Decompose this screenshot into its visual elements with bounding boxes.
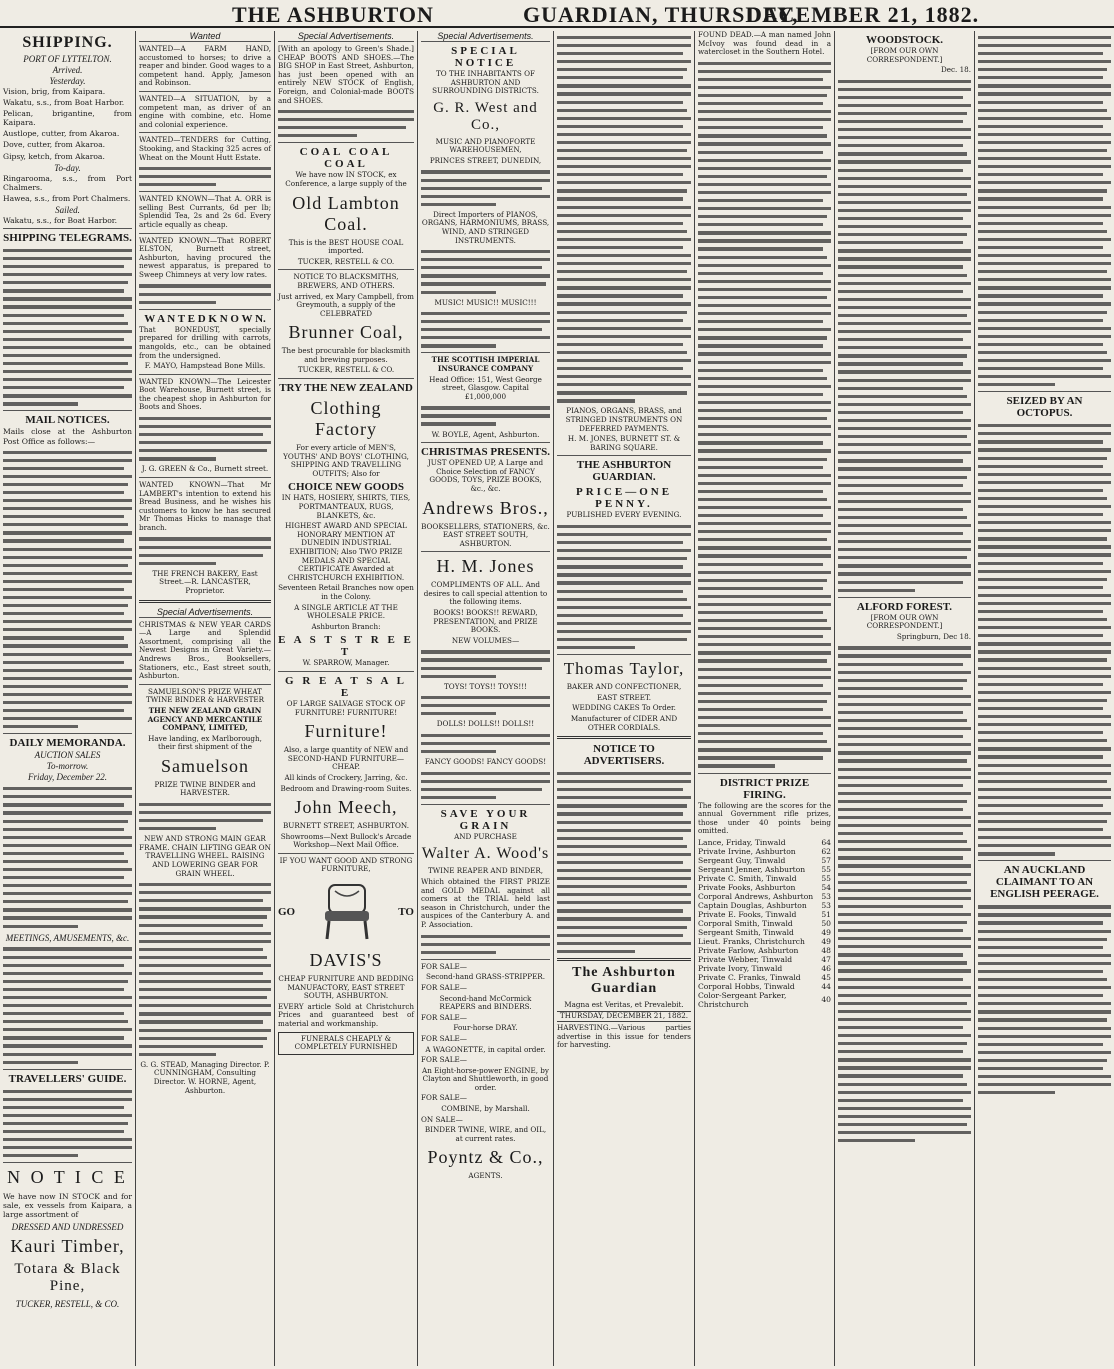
books-line: BOOKS! BOOKS!! REWARD, PRESENTATION, and PRIZE BOOKS.: [433, 608, 538, 635]
tucker-signature: TUCKER, RESTELL & CO.: [297, 256, 395, 266]
prize-firing-title: DISTRICT PRIZE FIRING.: [719, 776, 810, 801]
score-name: Private Ivory, Tinwald: [698, 963, 783, 973]
samuelson-text: [139, 883, 271, 1056]
jones-text: [421, 650, 550, 677]
wanted-ad-text: [139, 537, 271, 564]
claimant-title: AN AUCKLAND CLAIMANT TO AN ENGLISH PEERAGE.: [990, 864, 1099, 901]
score-value: 44: [821, 981, 831, 991]
score-name: Private Webber, Tinwald: [698, 954, 793, 964]
score-name: Private Irvine, Ashburton: [698, 846, 796, 856]
today-heading: To-day.: [54, 162, 81, 173]
baker-line: BAKER AND CONFECTIONER,: [566, 682, 682, 692]
meech-address: BURNETT STREET, ASHBURTON.: [282, 821, 410, 831]
clothing-factory: Clothing Factory: [310, 398, 382, 440]
on-sale-label: ON SALE—: [421, 1114, 463, 1124]
score-name: Lieut. Franks, Christchurch: [698, 936, 805, 946]
masthead-middle: GUARDIAN, THURSDAY,: [523, 2, 799, 27]
wanted-ad: WANTED KNOWN—That ROBERT ELSTON, Burnett street, Ashburton, having procured the newest apparatus, is prepared to Sweep Chimneys at very low rates.: [139, 235, 271, 279]
score-row: [698, 838, 831, 847]
for-sale-label: FOR SALE—: [421, 1055, 467, 1065]
memoranda-text: [3, 787, 132, 928]
notice-heading: N O T I C E: [7, 1167, 128, 1188]
meech-heading: John Meech,: [294, 797, 398, 818]
compliments: COMPLIMENTS OF ALL. And desires to call special attention to the following items.: [423, 580, 548, 607]
try-heading: TRY THE NEW ZEALAND: [279, 382, 413, 395]
score-row: [698, 919, 831, 928]
memoranda-title: DAILY MEMORANDA.: [9, 737, 126, 750]
shipping-entry: Gipsy, ketch, from Akaroa.: [3, 151, 105, 161]
binder-twine: BINDER TWINE, WIRE, and OIL, at current rates.: [424, 1125, 547, 1143]
clothing-text: For every article of MEN'S, YOUTHS' AND BOYS' CLOTHING, SHIPPING AND TRAVELLING OUTFITS; Also for: [283, 443, 409, 478]
score-name: Color-Sergeant Parker, Christchurch: [698, 990, 787, 1009]
score-row: [698, 964, 831, 973]
score-value: 64: [821, 837, 831, 847]
tucker-signature: TUCKER, RESTELL, & CO.: [15, 1298, 120, 1309]
score-name: Sergeant Jenner, Ashburton: [698, 864, 806, 874]
arrived-heading: Arrived.: [52, 65, 83, 75]
samuelson-text: [139, 803, 271, 830]
friday-heading: Friday, December 22.: [28, 772, 107, 783]
for-sale-label: FOR SALE—: [421, 1033, 467, 1043]
score-row: [698, 982, 831, 991]
mccormick: Second-hand McCormick REAPERS and BINDERS.: [439, 993, 532, 1012]
go-label: GO: [278, 906, 296, 919]
score-row: [698, 874, 831, 883]
wholesale-text: A SINGLE ARTICLE AT THE WHOLESALE PRICE.: [294, 602, 398, 621]
for-sale-label: FOR SALE—: [421, 961, 467, 971]
wood-text: [421, 935, 550, 954]
samuelson-features: NEW AND STRONG MAIN GEAR FRAME. CHAIN LIFTING GEAR ON TRAVELLING WHEEL. RAISING AND LOWERING GEAR FOR GRAIN WHEEL.: [139, 834, 271, 878]
score-name: Private Fooks, Ashburton: [698, 882, 796, 892]
special-ads-head: Special Advertisements.: [421, 31, 550, 42]
score-row: [698, 928, 831, 937]
choice-goods: CHOICE NEW GOODS: [288, 481, 404, 494]
wanted-ad: WANTED—TENDERS for Cutting, Stooking, and Stacking 325 acres of Wheat on the Mount Hutt Estate.: [139, 135, 271, 162]
score-value: 49: [821, 927, 831, 937]
west-text: [421, 170, 550, 206]
column-news: [695, 31, 835, 1366]
notice-text: [557, 772, 691, 953]
telegrams-text: [3, 249, 132, 406]
wanted-ad-text: [139, 417, 271, 461]
wanted-ad: WANTED KNOWN—The Leicester Boot Warehouse, Burnett street, is the cheapest shop in Ashburton for Boots and Shoes.: [139, 376, 271, 412]
found-dead: FOUND DEAD.—A man named John McIvoy was found dead in a watercloset in the Southern Hotel.: [698, 31, 831, 57]
score-row: [698, 937, 831, 946]
column-guardian: [554, 31, 695, 1366]
tucker-signature: TUCKER, RESTELL & CO.: [297, 365, 395, 375]
score-value: 53: [821, 900, 831, 910]
agency-signature: G. G. STEAD, Managing Director. P. CUNNINGHAM, Consulting Director. W. HORNE, Agent, Ashburton.: [140, 1059, 270, 1095]
toys-line: TOYS! TOYS!! TOYS!!!: [444, 681, 527, 691]
boots-ad: [With an apology to Green's Shade.] CHEAP BOOTS AND SHOES.—The BIG SHOP in East Street, Ashburton, has just been opened with an entirely NEW STOCK of English, Foreign, and Colonial-made BOOTS and SHOES.: [278, 44, 414, 105]
tomorrow-heading: To-morrow.: [46, 761, 89, 772]
shipping-entry: Wakatu, s.s., from Boat Harbor.: [3, 98, 125, 108]
woodstock-title: WOODSTOCK.: [865, 34, 944, 46]
news-text: [698, 62, 831, 768]
score-value: 50: [821, 918, 831, 928]
score-value: 55: [821, 864, 831, 874]
twine-heading: TWINE REAPER AND BINDER,: [427, 866, 544, 876]
woodstock-date: Dec. 18.: [940, 65, 971, 75]
scottish-text: [421, 406, 550, 425]
correspondent-note: [FROM OUR OWN CORRESPONDENT.]: [866, 46, 943, 64]
alford-title: ALFORD FOREST.: [856, 600, 953, 613]
crockery: All kinds of Crockery, Jarring, &c.: [284, 772, 408, 782]
great-sale: G R E A T S A L E: [285, 674, 407, 699]
wanted-known-heading: W A N T E D K N O W N.: [144, 312, 266, 325]
bakery-signature: THE FRENCH BAKERY, East Street.—R. LANCASTER, Proprietor.: [152, 568, 258, 595]
special-ads-head: Special Advertisements.: [278, 31, 414, 42]
andrews-heading: Andrews Bros.,: [422, 497, 549, 518]
shipping-entry: Hawea, s.s., from Port Chalmers.: [3, 193, 131, 203]
octopus-title: SEIZED BY AN OCTOPUS.: [1006, 395, 1083, 420]
score-value: 46: [821, 963, 831, 973]
column-correspondence: [835, 31, 975, 1366]
score-row: [698, 955, 831, 964]
dressed-heading: DRESSED AND UNDRESSED: [11, 1221, 124, 1232]
volumes-line: NEW VOLUMES—: [451, 635, 520, 645]
correspondent-note: [FROM OUR OWN CORRESPONDENT.]: [866, 612, 943, 631]
shipping-entry: Wakatu, s.s., for Boat Harbor.: [3, 215, 118, 225]
score-value: 62: [821, 846, 831, 856]
column-features: [975, 31, 1114, 1366]
samuelson-head: SAMUELSON'S PRIZE WHEAT TWINE BINDER & HARVESTER: [145, 686, 265, 705]
music-heading: MUSIC! MUSIC!! MUSIC!!!: [434, 297, 537, 307]
wanted-ad: WANTED—A FARM HAND, accustomed to horses; to drive a reaper and binder. Good wages to a competent hand. Apply, Jameson and Robinson.: [139, 44, 271, 88]
grass-stripper: Second-hand GRASS-STRIPPER.: [426, 972, 545, 982]
for-sale-label: FOR SALE—: [421, 982, 467, 992]
issue-date: THURSDAY, DECEMBER 21, 1882.: [557, 1011, 691, 1022]
lambton-coal: Old Lambton Coal.: [292, 192, 400, 234]
score-row: [698, 946, 831, 955]
jones-address: H. M. JONES, BURNETT ST. & BARING SQUARE.: [567, 434, 681, 452]
guardian-text: [557, 525, 691, 649]
wedding-cakes: WEDDING CAKES To Order.: [572, 703, 676, 713]
agents-label: AGENTS.: [468, 1171, 503, 1181]
mary-campbell: Just arrived, ex Mary Campbell, from Greymouth, a supply of the CELEBRATED: [278, 291, 414, 318]
score-value: 54: [821, 882, 831, 892]
masthead-left: THE ASHBURTON: [232, 2, 434, 27]
published-line: PUBLISHED EVERY EVENING.: [566, 510, 682, 520]
score-name: Private Farlow, Ashburton: [698, 945, 799, 955]
sailed-heading: Sailed.: [55, 204, 80, 215]
wanted-ad-text: [139, 284, 271, 303]
score-row: [698, 856, 831, 865]
score-name: Private E. Fooks, Tinwald: [698, 909, 797, 919]
poyntz-heading: Poyntz & Co.,: [427, 1147, 544, 1168]
boots-text: [278, 110, 414, 137]
special-ads-head: Special Advertisements.: [139, 607, 271, 618]
drawing-room: Bedroom and Drawing-room Suites.: [280, 783, 412, 793]
funerals-box: FUNERALS CHEAPLY & COMPLETELY FURNISHED: [278, 1032, 414, 1055]
column-coal-clothing: [275, 31, 418, 1366]
prize-firing-intro: The following are the scores for the annual Government rifle prizes, those under 40 points being omitted.: [698, 800, 831, 836]
jones-continued-text: [557, 36, 691, 403]
score-value: 49: [821, 936, 831, 946]
brunner-text: The best procurable for blacksmith and brewing purposes.: [281, 346, 411, 364]
score-row: [698, 901, 831, 910]
showrooms: Showrooms—Next Bullock's Arcade Workshop—Next Mail Office.: [280, 831, 412, 850]
pianos-deferred: PIANOS, ORGANS, BRASS, and STRINGED INSTRUMENTS ON DEFERRED PAYMENTS.: [565, 406, 683, 433]
west-text: [421, 312, 550, 348]
grain-agency: THE NEW ZEALAND GRAIN AGENCY AND MERCANTILE COMPANY, LIMITED,: [147, 705, 263, 733]
alford-continued-text: [978, 36, 1111, 387]
branches-text: Seventeen Retail Branches now open in the Colony.: [278, 583, 414, 601]
honours-text: HIGHEST AWARD AND SPECIAL HONORARY MENTION AT DUNEDIN INDUSTRIAL EXHIBITION; Also TWO PRIZE MEDALS AND SPECIAL CERTIFICATE Awarded at CHRISTCHURCH EXHIBITION.: [285, 521, 407, 582]
boyle-signature: W. BOYLE, Agent, Ashburton.: [431, 429, 540, 439]
score-name: Corporal Smith, Tinwald: [698, 918, 793, 928]
meetings-text: [3, 947, 132, 1063]
christmas-heading: CHRISTMAS PRESENTS.: [421, 446, 550, 459]
score-value: 55: [821, 873, 831, 883]
west-text: [421, 250, 550, 294]
auction-heading: AUCTION SALES: [34, 750, 101, 761]
score-row: [698, 847, 831, 856]
chair-illustration-icon: [315, 879, 379, 943]
and-purchase: AND PURCHASE: [454, 831, 517, 841]
wood-heading: Walter A. Wood's: [421, 845, 550, 863]
guardian-masthead: The Ashburton Guardian: [572, 964, 676, 996]
andrews-sub: BOOKSELLERS, STATIONERS, &c. EAST STREET SOUTH, ASHBURTON.: [421, 521, 550, 548]
telegrams-title: SHIPPING TELEGRAMS.: [3, 232, 132, 245]
princes-street: PRINCES STREET, DUNEDIN,: [429, 155, 542, 165]
score-name: Sergeant Smith, Tinwald: [698, 927, 794, 937]
octopus-text: [978, 424, 1111, 855]
mail-title: MAIL NOTICES.: [25, 414, 110, 427]
choice-text: IN HATS, HOSIERY, SHIRTS, TIES, PORTMANTEAUX, RUGS, BLANKETS, &c.: [281, 493, 411, 520]
score-name: Lance, Friday, Tinwald: [698, 837, 786, 847]
wanted-ad: WANTED KNOWN—That Mr LAMBERT's intention to extend his Bread Business, and he wishes his customers to know he has secured Mr Thomas Hicks to manage that branch.: [139, 480, 271, 532]
west-heading: G. R. West and Co.,: [433, 99, 538, 133]
salvage-text: OF LARGE SALVAGE STOCK OF FURNITURE! FURNITURE!: [286, 698, 406, 717]
shipping-title: SHIPPING.: [22, 34, 113, 51]
score-name: Sergeant Guy, Tinwald: [698, 855, 786, 865]
masthead: [0, 0, 1114, 28]
to-label: TO: [398, 906, 414, 919]
jones-text: [421, 734, 550, 753]
if-you-want: IF YOU WANT GOOD AND STRONG FURNITURE,: [279, 855, 413, 874]
score-value: 45: [821, 972, 831, 982]
harvesting-para: HARVESTING.—Various parties advertise in this issue for tenders for harvesting.: [557, 1023, 691, 1050]
jones-text: [421, 696, 550, 715]
woodstock-text: [838, 80, 971, 592]
claimant-text: [978, 905, 1111, 1094]
alford-text: [838, 646, 971, 1142]
coal-text: We have now IN STOCK, ex Conference, a large supply of the: [285, 170, 407, 188]
totara-heading: Totara & Black Pine,: [14, 1260, 121, 1294]
travellers-text: [3, 1090, 132, 1158]
scottish-heading: THE SCOTTISH IMPERIAL INSURANCE COMPANY: [431, 355, 540, 374]
yesterday-heading: Yesterday.: [49, 76, 86, 86]
engine: An Eight-horse-power ENGINE, by Clayton and Shuttleworth, in good order.: [422, 1065, 549, 1092]
score-value: 53: [821, 891, 831, 901]
twine-text: Which obtained the FIRST PRIZE and GOLD MEDAL against all comers at the TRIAL held last season in Christchurch, under the auspices of the Canterbury A. and P. Association.: [421, 877, 550, 930]
east-street: EAST STREET.: [596, 692, 652, 702]
alford-date: Springburn, Dec 18.: [896, 631, 971, 641]
score-name: Corporal Hobbs, Tinwald: [698, 981, 795, 991]
fancy-line: FANCY GOODS! FANCY GOODS!: [424, 757, 547, 767]
guardian-motto: Magna est Veritas, et Prevalebit.: [564, 999, 684, 1009]
wanted-ad: WANTED—A SITUATION, by a competent man, as driver of an engine with combine, etc. Home and colonial experience.: [139, 93, 271, 129]
sparrow-signature: W. SPARROW, Manager.: [302, 658, 390, 668]
scottish-capital: Head Office: 151, West George street, Glasgow. Capital £1,000,000: [429, 374, 542, 401]
furniture-heading: Furniture!: [304, 721, 388, 742]
for-sale-label: FOR SALE—: [421, 1093, 467, 1103]
import-text: Direct Importers of PIANOS, ORGANS, HARMONIUMS, BRASS, WIND, AND STRINGED INSTRUMENTS.: [421, 209, 550, 245]
mail-text: [3, 451, 132, 729]
shipping-entry: Dove, cutter, from Akaroa.: [3, 140, 106, 150]
score-row: [698, 883, 831, 892]
shipping-entry: Vision, brig, from Kaipara.: [3, 87, 106, 96]
davis-text: CHEAP FURNITURE AND BEDDING MANUFACTORY, EAST STREET SOUTH, ASHBURTON.: [278, 974, 414, 1001]
score-value: 40: [821, 995, 831, 1005]
score-row: [698, 910, 831, 919]
music-warehouse: MUSIC AND PIANOFORTE WAREHOUSEMEN,: [435, 136, 536, 155]
score-name: Private C. Smith, Tinwald: [698, 873, 797, 883]
score-value: 51: [821, 909, 831, 919]
special-notice: SPECIAL NOTICE: [451, 45, 520, 69]
travellers-title: TRAVELLERS' GUIDE.: [8, 1072, 127, 1085]
score-row: [698, 865, 831, 874]
just-opened: JUST OPENED UP, A Large and Choice Selection of FANCY GOODS, TOYS, PRIZE BOOKS, &c., &c.: [427, 458, 544, 493]
column-shipping: [0, 31, 136, 1366]
shipping-entry: Austlope, cutter, from Akaroa.: [3, 129, 120, 139]
coal-best: This is the BEST HOUSE COAL imported.: [288, 237, 404, 256]
wagonette: A WAGONETTE, in capital order.: [425, 1044, 546, 1054]
dray: Four-horse DRAY.: [453, 1023, 518, 1033]
port-heading: PORT OF LYTTELTON.: [23, 54, 112, 64]
shipping-entry: Pelican, brigantine, from Kaipara.: [3, 109, 132, 128]
taylor-heading: Thomas Taylor,: [563, 659, 685, 679]
dolls-line: DOLLS! DOLLS!! DOLLS!!: [436, 719, 535, 729]
score-row: [698, 892, 831, 901]
score-name: Captain Douglas, Ashburton: [698, 900, 807, 910]
every-article: EVERY article Sold at Christchurch Prices and guaranteed best of material and workmanship.: [278, 1001, 414, 1029]
kauri-heading: Kauri Timber,: [10, 1235, 125, 1256]
combine: COMBINE, by Marshall.: [441, 1104, 530, 1114]
score-value: 48: [821, 945, 831, 955]
green-signature: J. G. GREEN & Co., Burnett street.: [141, 464, 269, 474]
score-name: Private C. Franks, Tinwald: [698, 972, 801, 982]
notice-advertisers: NOTICE TO ADVERTISERS.: [583, 743, 665, 768]
jones-heading: H. M. Jones: [436, 556, 535, 577]
prize-twine: PRIZE TWINE BINDER and HARVESTER.: [154, 779, 256, 798]
score-row: [698, 973, 831, 982]
column-wanted: [136, 31, 275, 1366]
scores-table: [698, 838, 831, 1009]
column-special-ads: [418, 31, 554, 1366]
new-furniture: Also, a large quantity of NEW and SECOND-HAND FURNITURE—CHEAP.: [283, 745, 409, 772]
brunner-coal: Brunner Coal,: [288, 322, 404, 343]
shipping-entry: Ringarooma, s.s., from Port Chalmers.: [3, 173, 132, 192]
jones-text: [421, 772, 550, 799]
mail-intro: Mails close at the Ashburton Post Office as follows:—: [3, 427, 132, 446]
guardian-heading: THE ASHBURTON GUARDIAN.: [576, 459, 672, 484]
have-landing: Have landing, ex Marlborough, their first shipment of the: [148, 733, 262, 752]
east-street: E A S T S T R E E T: [278, 634, 414, 659]
save-grain: SAVE YOUR GRAIN: [440, 807, 531, 832]
score-name: Corporal Andrews, Ashburton: [698, 891, 814, 901]
score-row: [698, 991, 831, 1009]
wanted-ad-text: [139, 167, 271, 186]
samuelson-title: Samuelson: [161, 755, 249, 776]
wanted-ad: WANTED KNOWN—That A. ORR is selling Best Currants, 6d per lb; Splendid Tea, 2s and 2s 6d. Every article equally as cheap.: [139, 194, 271, 230]
for-sale-label: FOR SALE—: [421, 1012, 467, 1022]
cider-line: Manufacturer of CIDER AND OTHER CORDIALS.: [570, 713, 678, 732]
davis-heading: DAVIS'S: [309, 950, 383, 971]
score-value: 57: [821, 855, 831, 865]
to-inhabitants: TO THE INHABITANTS OF ASHBURTON AND SURROUNDING DISTRICTS.: [432, 69, 539, 96]
branch-label: Ashburton Branch:: [311, 621, 381, 631]
wanted-known-text: That BONEDUST, specially prepared for drilling with carrots, mangolds, etc., can be obtained from the undersigned.: [139, 324, 271, 360]
mayo-signature: F. MAYO, Hampstead Bone Mills.: [144, 361, 266, 371]
notice-text: We have now IN STOCK and for sale, ex vessels from Kaipara, a large assortment of: [3, 1192, 132, 1220]
coal-heading: COAL COAL COAL: [299, 146, 393, 171]
wanted-column-head: Wanted: [139, 31, 271, 42]
meetings-heading: MEETINGS, AMUSEMENTS, &c.: [5, 932, 130, 943]
blacksmiths-notice: NOTICE TO BLACKSMITHS, BREWERS, AND OTHERS.: [293, 272, 399, 290]
christmas-cards-ad: CHRISTMAS & NEW YEAR CARDS —A Large and Splendid Assortment, comprising all the Newest Designs in Great Variety.—Andrews Bros., Booksellers, Stationers, etc., East street south, Ashburton.: [139, 619, 271, 681]
masthead-date: DECEMBER 21, 1882.: [746, 2, 980, 27]
score-value: 47: [821, 954, 831, 964]
price-heading: PRICE—ONE PENNY.: [575, 486, 673, 511]
